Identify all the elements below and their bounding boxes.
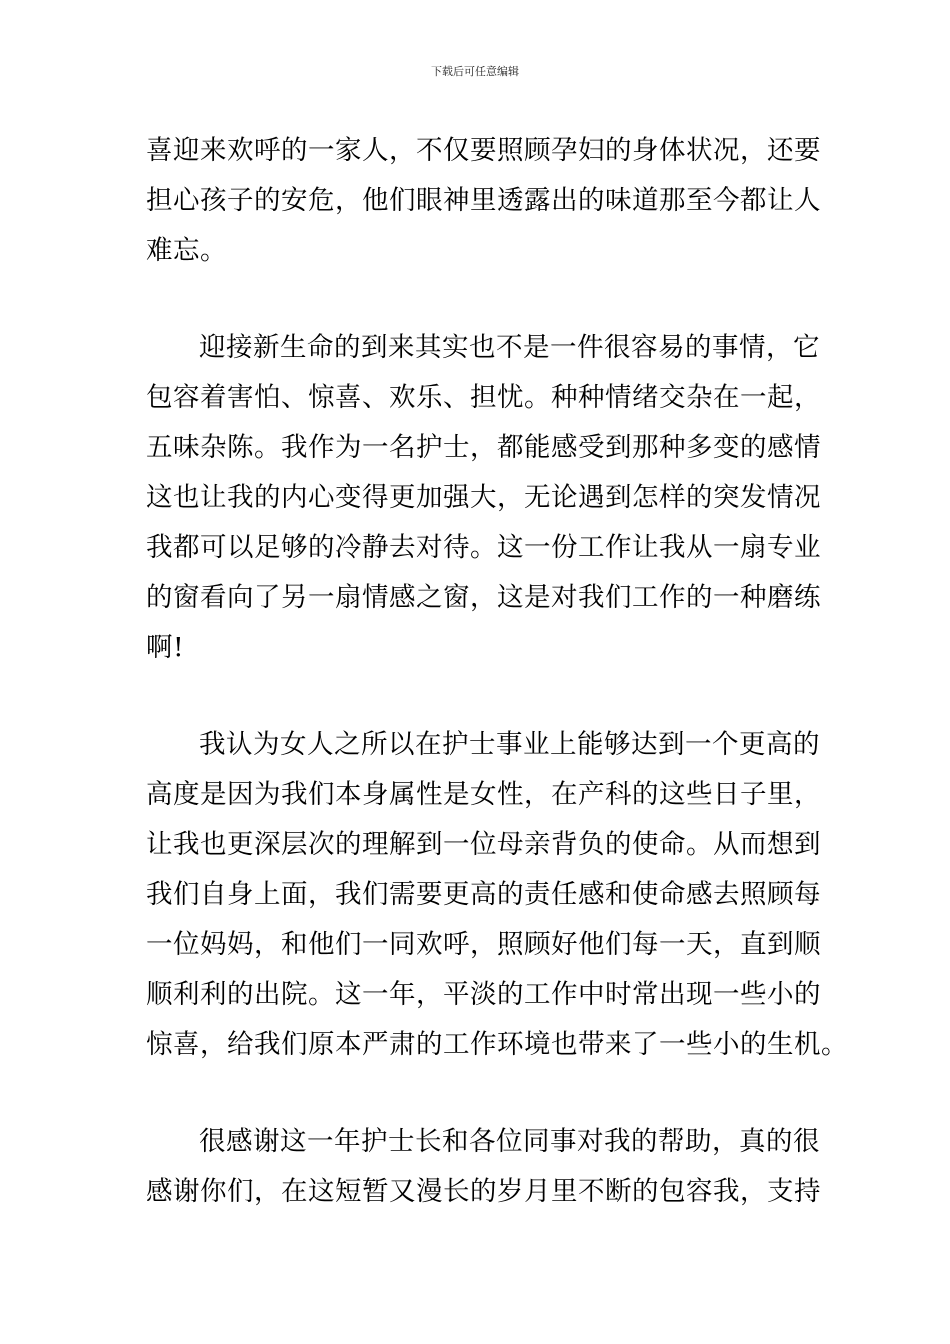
- text-line: 让我也更深层次的理解到一位母亲背负的使命。从而想到: [146, 829, 821, 860]
- text-line: 包容着害怕、惊喜、欢乐、担忧。种种情绪交杂在一起，: [146, 382, 821, 413]
- text-line: 高度是因为我们本身属性是女性，在产科的这些日子里，: [146, 779, 821, 810]
- paragraph-3: [146, 720, 848, 1070]
- text-line: 很感谢这一年护士长和各位同事对我的帮助，真的很: [199, 1126, 820, 1157]
- paragraph-gap: [146, 1070, 811, 1117]
- text-line: 惊喜，给我们原本严肃的工作环境也带来了一些小的生机。: [146, 1029, 848, 1060]
- text-line: 这也让我的内心变得更加强大，无论遇到怎样的突发情况: [146, 482, 821, 513]
- text-line: 五味杂陈。我作为一名护士，都能感受到那种多变的感情: [146, 432, 821, 463]
- text-line: 喜迎来欢呼的一家人，不仅要照顾孕妇的身体状况，还要: [146, 135, 821, 166]
- text-line: 感谢你们，在这短暂又漫长的岁月里不断的包容我，支持: [146, 1176, 821, 1207]
- paragraph-gap: [146, 276, 811, 323]
- paragraph-2: [146, 323, 821, 673]
- text-line: 顺利利的出院。这一年，平淡的工作中时常出现一些小的: [146, 979, 821, 1010]
- paragraph-gap: [146, 673, 811, 720]
- paragraph-4: [146, 1117, 821, 1217]
- text-line: 迎接新生命的到来其实也不是一件很容易的事情，它: [199, 332, 820, 363]
- paragraph-1: [146, 126, 821, 276]
- page-header: 下载后可任意编辑: [431, 65, 519, 78]
- text-line: 我认为女人之所以在护士事业上能够达到一个更高的: [199, 729, 820, 760]
- text-line: 的窗看向了另一扇情感之窗，这是对我们工作的一种磨练: [146, 582, 821, 613]
- text-line: 我都可以足够的冷静去对待。这一份工作让我从一扇专业: [146, 532, 821, 563]
- text-line: 担心孩子的安危，他们眼神里透露出的味道那至今都让人: [146, 185, 821, 216]
- text-line: 难忘。: [146, 235, 227, 266]
- text-line: 一位妈妈，和他们一同欢呼，照顾好他们每一天，直到顺: [146, 929, 821, 960]
- document-body: [146, 126, 848, 1217]
- text-line: 我们自身上面，我们需要更高的责任感和使命感去照顾每: [146, 879, 821, 910]
- text-line: 啊!: [146, 632, 185, 663]
